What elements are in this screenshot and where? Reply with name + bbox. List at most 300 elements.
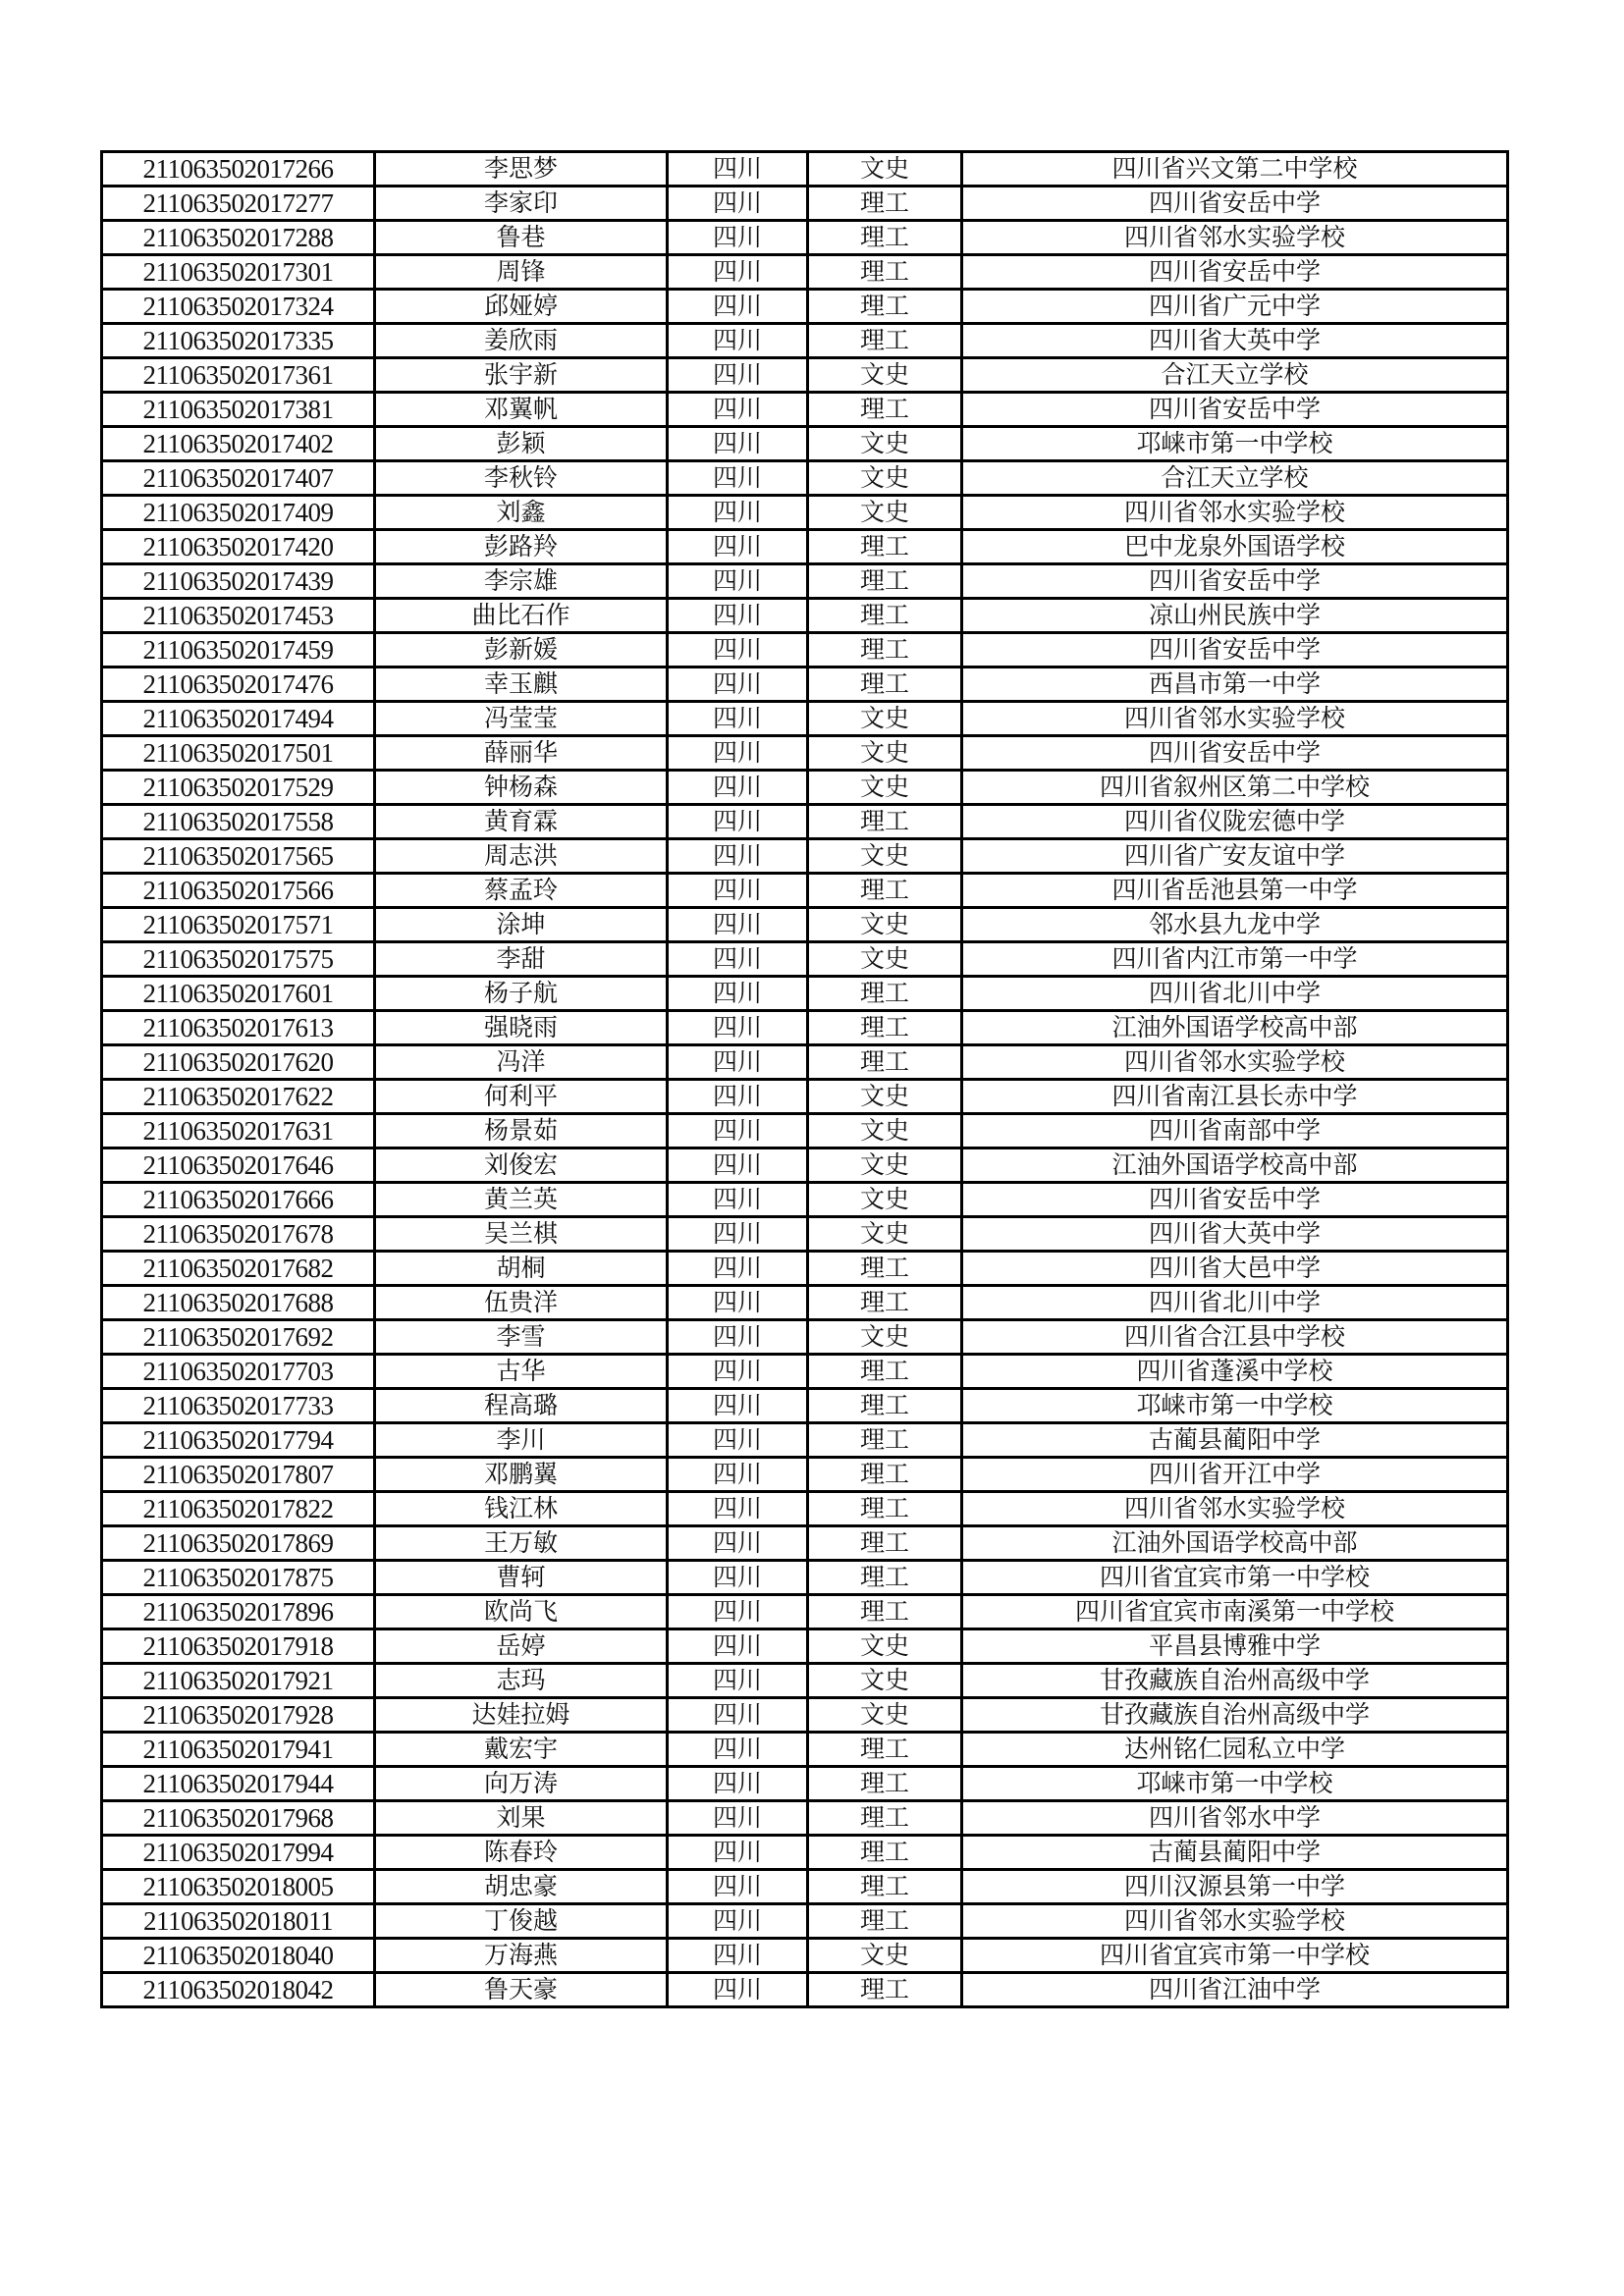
province-cell: 四川 [668, 1664, 808, 1698]
table-row [102, 839, 1508, 874]
school-cell: 邛崃市第一中学校 [962, 1389, 1508, 1423]
school-cell: 巴中龙泉外国语学校 [962, 530, 1508, 564]
subject-category-cell: 理工 [808, 1870, 962, 1904]
exam-id-cell: 211063502017968 [102, 1801, 375, 1836]
province-cell: 四川 [668, 1252, 808, 1286]
school-cell: 甘孜藏族自治州高级中学 [962, 1664, 1508, 1698]
school-cell: 四川省北川中学 [962, 1286, 1508, 1320]
subject-category-cell: 理工 [808, 1252, 962, 1286]
student-name-cell: 志玛 [375, 1664, 668, 1698]
province-cell: 四川 [668, 1733, 808, 1767]
province-cell: 四川 [668, 771, 808, 805]
subject-category-cell: 理工 [808, 1286, 962, 1320]
school-cell: 邻水县九龙中学 [962, 908, 1508, 942]
province-cell: 四川 [668, 1801, 808, 1836]
subject-category-cell: 文史 [808, 736, 962, 771]
student-name-cell: 鲁巷 [375, 221, 668, 255]
student-name-cell: 周锋 [375, 255, 668, 290]
table-row [102, 1664, 1508, 1698]
subject-category-cell: 理工 [808, 805, 962, 839]
province-cell: 四川 [668, 1595, 808, 1629]
student-name-cell: 刘鑫 [375, 496, 668, 530]
exam-id-cell: 211063502017994 [102, 1836, 375, 1870]
subject-category-cell: 理工 [808, 874, 962, 908]
exam-id-cell: 211063502017666 [102, 1183, 375, 1217]
school-cell: 四川省南江县长赤中学 [962, 1080, 1508, 1114]
subject-category-cell: 理工 [808, 1355, 962, 1389]
subject-category-cell: 文史 [808, 496, 962, 530]
table-row [102, 530, 1508, 564]
school-cell: 四川省安岳中学 [962, 564, 1508, 599]
exam-id-cell: 211063502017944 [102, 1767, 375, 1801]
table-row [102, 427, 1508, 461]
student-name-cell: 胡忠豪 [375, 1870, 668, 1904]
province-cell: 四川 [668, 324, 808, 358]
province-cell: 四川 [668, 1870, 808, 1904]
table-row [102, 1389, 1508, 1423]
subject-category-cell: 理工 [808, 393, 962, 427]
student-name-cell: 薛丽华 [375, 736, 668, 771]
table-row [102, 290, 1508, 324]
school-cell: 四川省安岳中学 [962, 255, 1508, 290]
province-cell: 四川 [668, 564, 808, 599]
school-cell: 四川省大邑中学 [962, 1252, 1508, 1286]
student-name-cell: 李甜 [375, 942, 668, 977]
table-row [102, 667, 1508, 702]
province-cell: 四川 [668, 1080, 808, 1114]
school-cell: 四川省内江市第一中学 [962, 942, 1508, 977]
province-cell: 四川 [668, 1011, 808, 1045]
province-cell: 四川 [668, 461, 808, 496]
school-cell: 四川省江油中学 [962, 1973, 1508, 2007]
table-row [102, 908, 1508, 942]
student-name-cell: 王万敏 [375, 1526, 668, 1561]
student-name-cell: 何利平 [375, 1080, 668, 1114]
table-row [102, 1252, 1508, 1286]
province-cell: 四川 [668, 1904, 808, 1939]
province-cell: 四川 [668, 1698, 808, 1733]
student-name-cell: 李秋铃 [375, 461, 668, 496]
exam-id-cell: 211063502017918 [102, 1629, 375, 1664]
table-row [102, 633, 1508, 667]
province-cell: 四川 [668, 599, 808, 633]
table-row [102, 1836, 1508, 1870]
school-cell: 四川省安岳中学 [962, 187, 1508, 221]
exam-id-cell: 211063502017558 [102, 805, 375, 839]
exam-id-cell: 211063502017896 [102, 1595, 375, 1629]
student-name-cell: 陈春玲 [375, 1836, 668, 1870]
student-name-cell: 彭新媛 [375, 633, 668, 667]
exam-id-cell: 211063502017692 [102, 1320, 375, 1355]
school-cell: 四川省邻水中学 [962, 1801, 1508, 1836]
province-cell: 四川 [668, 1973, 808, 2007]
student-name-cell: 鲁天豪 [375, 1973, 668, 2007]
subject-category-cell: 理工 [808, 1801, 962, 1836]
subject-category-cell: 文史 [808, 1939, 962, 1973]
student-name-cell: 邓翼帆 [375, 393, 668, 427]
school-cell: 古蔺县蔺阳中学 [962, 1836, 1508, 1870]
exam-id-cell: 211063502017381 [102, 393, 375, 427]
exam-id-cell: 211063502017494 [102, 702, 375, 736]
subject-category-cell: 文史 [808, 152, 962, 187]
student-name-cell: 涂坤 [375, 908, 668, 942]
exam-id-cell: 211063502017361 [102, 358, 375, 393]
province-cell: 四川 [668, 1458, 808, 1492]
exam-id-cell: 211063502017459 [102, 633, 375, 667]
school-cell: 四川汉源县第一中学 [962, 1870, 1508, 1904]
province-cell: 四川 [668, 839, 808, 874]
province-cell: 四川 [668, 1767, 808, 1801]
subject-category-cell: 理工 [808, 221, 962, 255]
exam-id-cell: 211063502017941 [102, 1733, 375, 1767]
exam-id-cell: 211063502017733 [102, 1389, 375, 1423]
subject-category-cell: 文史 [808, 942, 962, 977]
table-row [102, 1698, 1508, 1733]
province-cell: 四川 [668, 633, 808, 667]
table-row [102, 736, 1508, 771]
student-name-cell: 刘俊宏 [375, 1148, 668, 1183]
student-name-cell: 岳婷 [375, 1629, 668, 1664]
student-name-cell: 钱江林 [375, 1492, 668, 1526]
table-row [102, 1045, 1508, 1080]
table-row [102, 1286, 1508, 1320]
table-row [102, 1733, 1508, 1767]
student-name-cell: 向万涛 [375, 1767, 668, 1801]
exam-id-cell: 211063502017921 [102, 1664, 375, 1698]
student-name-cell: 彭路羚 [375, 530, 668, 564]
table-row [102, 1629, 1508, 1664]
student-name-cell: 李宗雄 [375, 564, 668, 599]
school-cell: 四川省广安友谊中学 [962, 839, 1508, 874]
exam-id-cell: 211063502017620 [102, 1045, 375, 1080]
school-cell: 四川省邻水实验学校 [962, 221, 1508, 255]
province-cell: 四川 [668, 152, 808, 187]
province-cell: 四川 [668, 1389, 808, 1423]
table-row [102, 324, 1508, 358]
province-cell: 四川 [668, 908, 808, 942]
province-cell: 四川 [668, 1939, 808, 1973]
province-cell: 四川 [668, 290, 808, 324]
subject-category-cell: 理工 [808, 977, 962, 1011]
exam-id-cell: 211063502017622 [102, 1080, 375, 1114]
province-cell: 四川 [668, 1045, 808, 1080]
student-name-cell: 幸玉麒 [375, 667, 668, 702]
student-name-cell: 古华 [375, 1355, 668, 1389]
school-cell: 江油外国语学校高中部 [962, 1526, 1508, 1561]
student-name-cell: 欧尚飞 [375, 1595, 668, 1629]
table-row [102, 1767, 1508, 1801]
table-row [102, 1801, 1508, 1836]
province-cell: 四川 [668, 393, 808, 427]
school-cell: 四川省安岳中学 [962, 393, 1508, 427]
student-name-cell: 黄兰英 [375, 1183, 668, 1217]
subject-category-cell: 文史 [808, 1629, 962, 1664]
subject-category-cell: 理工 [808, 599, 962, 633]
exam-id-cell: 211063502018005 [102, 1870, 375, 1904]
exam-id-cell: 211063502018042 [102, 1973, 375, 2007]
subject-category-cell: 理工 [808, 530, 962, 564]
exam-id-cell: 211063502017409 [102, 496, 375, 530]
subject-category-cell: 理工 [808, 1423, 962, 1458]
school-cell: 四川省叙州区第二中学校 [962, 771, 1508, 805]
school-cell: 江油外国语学校高中部 [962, 1011, 1508, 1045]
province-cell: 四川 [668, 1836, 808, 1870]
exam-id-cell: 211063502017420 [102, 530, 375, 564]
school-cell: 四川省大英中学 [962, 1217, 1508, 1252]
subject-category-cell: 文史 [808, 1320, 962, 1355]
subject-category-cell: 理工 [808, 1526, 962, 1561]
subject-category-cell: 文史 [808, 1664, 962, 1698]
student-name-cell: 姜欣雨 [375, 324, 668, 358]
table-row [102, 599, 1508, 633]
table-row [102, 1870, 1508, 1904]
subject-category-cell: 文史 [808, 1114, 962, 1148]
exam-id-cell: 211063502017277 [102, 187, 375, 221]
exam-id-cell: 211063502017566 [102, 874, 375, 908]
exam-id-cell: 211063502017402 [102, 427, 375, 461]
school-cell: 合江天立学校 [962, 358, 1508, 393]
exam-id-cell: 211063502017301 [102, 255, 375, 290]
subject-category-cell: 理工 [808, 1045, 962, 1080]
school-cell: 四川省兴文第二中学校 [962, 152, 1508, 187]
subject-category-cell: 理工 [808, 290, 962, 324]
table-row [102, 1458, 1508, 1492]
school-cell: 四川省宜宾市第一中学校 [962, 1939, 1508, 1973]
subject-category-cell: 理工 [808, 255, 962, 290]
subject-category-cell: 理工 [808, 1904, 962, 1939]
student-name-cell: 戴宏宇 [375, 1733, 668, 1767]
exam-id-cell: 211063502017407 [102, 461, 375, 496]
subject-category-cell: 文史 [808, 1148, 962, 1183]
student-name-cell: 冯莹莹 [375, 702, 668, 736]
school-cell: 四川省邻水实验学校 [962, 1904, 1508, 1939]
school-cell: 四川省邻水实验学校 [962, 1045, 1508, 1080]
student-name-cell: 彭颖 [375, 427, 668, 461]
exam-id-cell: 211063502017453 [102, 599, 375, 633]
subject-category-cell: 理工 [808, 1836, 962, 1870]
subject-category-cell: 理工 [808, 1458, 962, 1492]
table-row [102, 1423, 1508, 1458]
exam-id-cell: 211063502017678 [102, 1217, 375, 1252]
school-cell: 古蔺县蔺阳中学 [962, 1423, 1508, 1458]
subject-category-cell: 理工 [808, 1595, 962, 1629]
school-cell: 达州铭仁园私立中学 [962, 1733, 1508, 1767]
subject-category-cell: 文史 [808, 427, 962, 461]
table-row [102, 1904, 1508, 1939]
table-row [102, 771, 1508, 805]
table-row [102, 255, 1508, 290]
student-name-cell: 张宇新 [375, 358, 668, 393]
province-cell: 四川 [668, 255, 808, 290]
school-cell: 邛崃市第一中学校 [962, 1767, 1508, 1801]
student-name-cell: 黄育霖 [375, 805, 668, 839]
student-name-cell: 程高璐 [375, 1389, 668, 1423]
province-cell: 四川 [668, 1561, 808, 1595]
school-cell: 四川省宜宾市南溪第一中学校 [962, 1595, 1508, 1629]
subject-category-cell: 理工 [808, 564, 962, 599]
student-name-cell: 杨子航 [375, 977, 668, 1011]
school-cell: 四川省开江中学 [962, 1458, 1508, 1492]
table-row [102, 1183, 1508, 1217]
table-row [102, 1355, 1508, 1389]
subject-category-cell: 文史 [808, 908, 962, 942]
table-row [102, 358, 1508, 393]
exam-id-cell: 211063502017688 [102, 1286, 375, 1320]
exam-id-cell: 211063502017571 [102, 908, 375, 942]
table-row [102, 1492, 1508, 1526]
subject-category-cell: 文史 [808, 1183, 962, 1217]
student-name-cell: 伍贵洋 [375, 1286, 668, 1320]
exam-id-cell: 211063502017613 [102, 1011, 375, 1045]
school-cell: 平昌县博雅中学 [962, 1629, 1508, 1664]
table-row [102, 1526, 1508, 1561]
table-row [102, 1939, 1508, 1973]
province-cell: 四川 [668, 1355, 808, 1389]
exam-id-cell: 211063502017807 [102, 1458, 375, 1492]
table-row [102, 1561, 1508, 1595]
province-cell: 四川 [668, 1423, 808, 1458]
school-cell: 四川省安岳中学 [962, 736, 1508, 771]
exam-id-cell: 211063502017288 [102, 221, 375, 255]
subject-category-cell: 理工 [808, 1011, 962, 1045]
student-name-cell: 周志洪 [375, 839, 668, 874]
province-cell: 四川 [668, 1183, 808, 1217]
province-cell: 四川 [668, 1217, 808, 1252]
table-row [102, 1080, 1508, 1114]
admission-list-table [100, 150, 1509, 2008]
table-row [102, 1114, 1508, 1148]
province-cell: 四川 [668, 1286, 808, 1320]
province-cell: 四川 [668, 977, 808, 1011]
school-cell: 四川省大英中学 [962, 324, 1508, 358]
exam-id-cell: 211063502017565 [102, 839, 375, 874]
province-cell: 四川 [668, 1629, 808, 1664]
exam-id-cell: 211063502017869 [102, 1526, 375, 1561]
student-name-cell: 曹轲 [375, 1561, 668, 1595]
student-name-cell: 胡桐 [375, 1252, 668, 1286]
exam-id-cell: 211063502017703 [102, 1355, 375, 1389]
school-cell: 四川省合江县中学校 [962, 1320, 1508, 1355]
table-row [102, 702, 1508, 736]
exam-id-cell: 211063502017439 [102, 564, 375, 599]
subject-category-cell: 理工 [808, 187, 962, 221]
school-cell: 四川省广元中学 [962, 290, 1508, 324]
table-row [102, 805, 1508, 839]
student-name-cell: 万海燕 [375, 1939, 668, 1973]
exam-id-cell: 211063502017501 [102, 736, 375, 771]
subject-category-cell: 文史 [808, 771, 962, 805]
exam-id-cell: 211063502017266 [102, 152, 375, 187]
subject-category-cell: 理工 [808, 1492, 962, 1526]
exam-id-cell: 211063502017529 [102, 771, 375, 805]
school-cell: 四川省蓬溪中学校 [962, 1355, 1508, 1389]
province-cell: 四川 [668, 874, 808, 908]
student-name-cell: 李雪 [375, 1320, 668, 1355]
subject-category-cell: 理工 [808, 1561, 962, 1595]
student-name-cell: 邱娅婷 [375, 290, 668, 324]
table-row [102, 461, 1508, 496]
school-cell: 四川省邻水实验学校 [962, 1492, 1508, 1526]
student-name-cell: 丁俊越 [375, 1904, 668, 1939]
student-name-cell: 李川 [375, 1423, 668, 1458]
student-name-cell: 吴兰棋 [375, 1217, 668, 1252]
exam-id-cell: 211063502017335 [102, 324, 375, 358]
school-cell: 邛崃市第一中学校 [962, 427, 1508, 461]
student-name-cell: 邓鹏翼 [375, 1458, 668, 1492]
school-cell: 四川省岳池县第一中学 [962, 874, 1508, 908]
table-row [102, 187, 1508, 221]
exam-id-cell: 211063502017822 [102, 1492, 375, 1526]
subject-category-cell: 文史 [808, 839, 962, 874]
subject-category-cell: 理工 [808, 667, 962, 702]
student-name-cell: 强晓雨 [375, 1011, 668, 1045]
subject-category-cell: 文史 [808, 1217, 962, 1252]
province-cell: 四川 [668, 1526, 808, 1561]
province-cell: 四川 [668, 736, 808, 771]
table-row [102, 1595, 1508, 1629]
school-cell: 甘孜藏族自治州高级中学 [962, 1698, 1508, 1733]
table-row [102, 496, 1508, 530]
student-name-cell: 李家印 [375, 187, 668, 221]
subject-category-cell: 文史 [808, 702, 962, 736]
table-row [102, 221, 1508, 255]
exam-id-cell: 211063502017575 [102, 942, 375, 977]
school-cell: 四川省仪陇宏德中学 [962, 805, 1508, 839]
school-cell: 四川省北川中学 [962, 977, 1508, 1011]
exam-id-cell: 211063502017794 [102, 1423, 375, 1458]
province-cell: 四川 [668, 221, 808, 255]
table-row [102, 874, 1508, 908]
province-cell: 四川 [668, 427, 808, 461]
province-cell: 四川 [668, 1492, 808, 1526]
province-cell: 四川 [668, 942, 808, 977]
province-cell: 四川 [668, 1148, 808, 1183]
school-cell: 凉山州民族中学 [962, 599, 1508, 633]
table-row [102, 393, 1508, 427]
subject-category-cell: 理工 [808, 1973, 962, 2007]
exam-id-cell: 211063502017682 [102, 1252, 375, 1286]
school-cell: 西昌市第一中学 [962, 667, 1508, 702]
student-name-cell: 曲比石作 [375, 599, 668, 633]
table-row [102, 1217, 1508, 1252]
exam-id-cell: 211063502017631 [102, 1114, 375, 1148]
province-cell: 四川 [668, 530, 808, 564]
student-name-cell: 钟杨森 [375, 771, 668, 805]
exam-id-cell: 211063502018011 [102, 1904, 375, 1939]
subject-category-cell: 理工 [808, 633, 962, 667]
province-cell: 四川 [668, 667, 808, 702]
school-cell: 四川省南部中学 [962, 1114, 1508, 1148]
subject-category-cell: 文史 [808, 1698, 962, 1733]
province-cell: 四川 [668, 702, 808, 736]
student-name-cell: 李思梦 [375, 152, 668, 187]
subject-category-cell: 理工 [808, 1767, 962, 1801]
province-cell: 四川 [668, 1114, 808, 1148]
student-name-cell: 达娃拉姆 [375, 1698, 668, 1733]
table-row [102, 564, 1508, 599]
exam-id-cell: 211063502017928 [102, 1698, 375, 1733]
province-cell: 四川 [668, 805, 808, 839]
table-row [102, 152, 1508, 187]
student-name-cell: 冯洋 [375, 1045, 668, 1080]
school-cell: 四川省宜宾市第一中学校 [962, 1561, 1508, 1595]
province-cell: 四川 [668, 187, 808, 221]
subject-category-cell: 理工 [808, 324, 962, 358]
exam-id-cell: 211063502018040 [102, 1939, 375, 1973]
exam-id-cell: 211063502017476 [102, 667, 375, 702]
student-name-cell: 蔡孟玲 [375, 874, 668, 908]
table-row [102, 942, 1508, 977]
